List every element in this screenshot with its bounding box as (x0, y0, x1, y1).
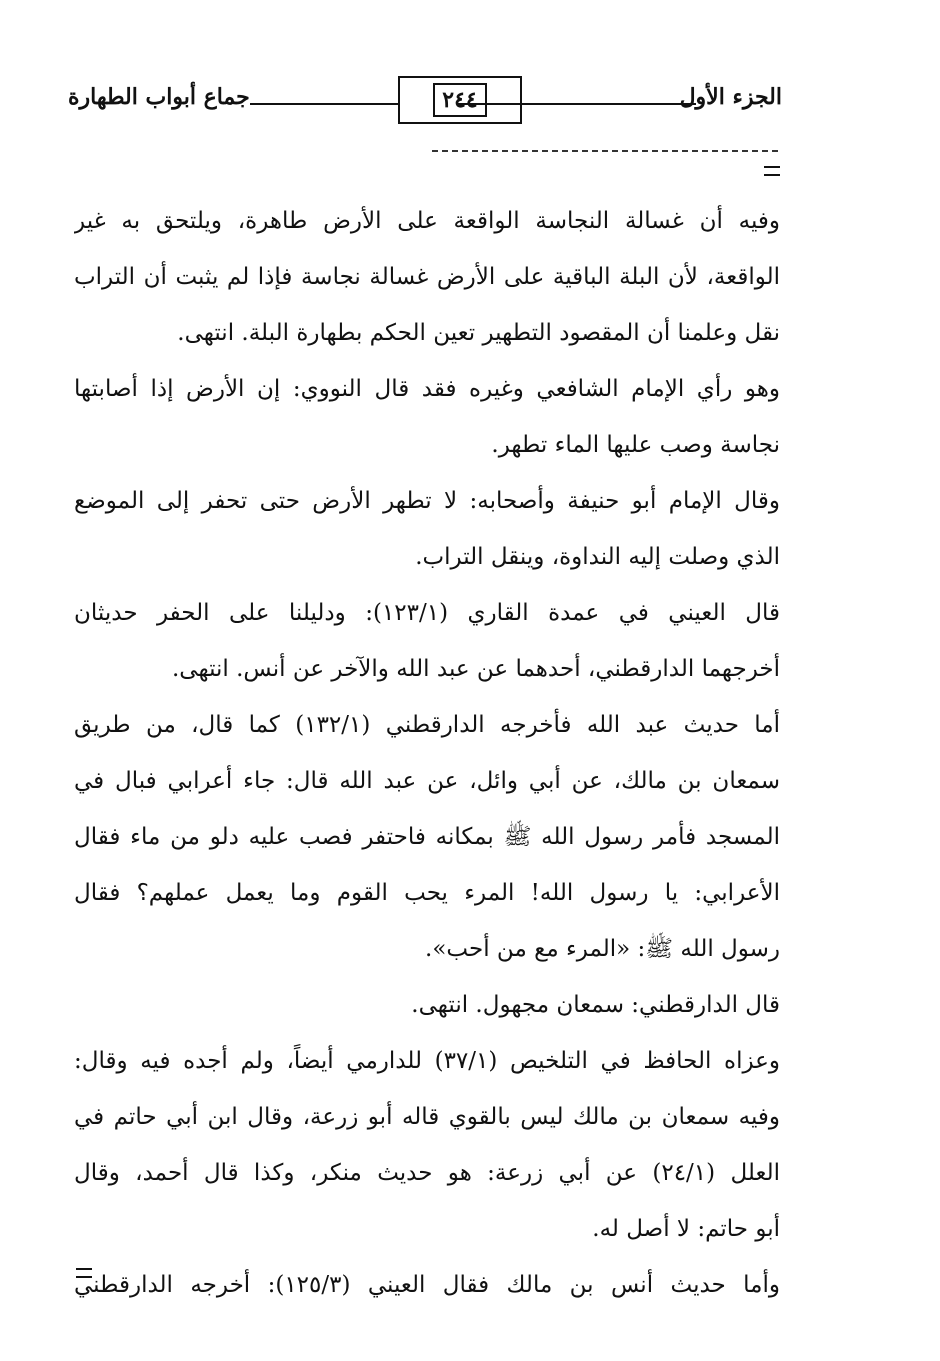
text-line: المسجد فأمر رسول الله ﷺ بمكانه فاحتفر فصب عليه دلو من ماء فقال (74, 824, 780, 850)
text-line: نجاسة وصب عليها الماء تطهر. (491, 432, 780, 458)
text-line: الأعرابي: يا رسول الله! المرء يحب القوم وما يعمل عملهم؟ فقال (74, 880, 780, 906)
chapter-title: جماع أبواب الطهارة (68, 84, 250, 110)
text-line: وأما حديث أنس بن مالك فقال العيني (١٢٥/٣): أخرجه الدارقطني (74, 1272, 780, 1298)
text-line: أما حديث عبد الله فأخرجه الدارقطني (١٣٢/١) كما قال، من طريق (74, 712, 780, 738)
continuation-mark-top (764, 166, 780, 176)
dashed-separator (432, 150, 778, 152)
text-line: الذي وصلت إليه النداوة، وينقل التراب. (415, 544, 780, 570)
text-line: العلل (٢٤/١) عن أبي زرعة: هو حديث منكر، وكذا قال أحمد، وقال (74, 1160, 780, 1186)
text-line: أبو حاتم: لا أصل له. (592, 1216, 780, 1242)
text-line: وفيه أن غسالة النجاسة الواقعة على الأرض طاهرة، ويلتحق به غير (74, 208, 780, 234)
text-line: سمعان بن مالك، عن أبي وائل، عن عبد الله قال: جاء أعرابي فبال في (74, 768, 780, 794)
volume-title: الجزء الأول (679, 84, 782, 110)
text-line: قال العيني في عمدة القاري (١٢٣/١): ودليلنا على الحفر حديثان (74, 600, 780, 626)
header-rule-left (250, 103, 398, 105)
text-line: الواقعة، لأن البلة الباقية على الأرض غسالة نجاسة فإذا لم يثبت أن التراب (74, 264, 780, 290)
text-line: وقال الإمام أبو حنيفة وأصحابه: لا تطهر الأرض حتى تحفر إلى الموضع (74, 488, 780, 514)
continuation-mark-bottom (76, 1268, 92, 1278)
page-number: ٢٤٤ (433, 83, 487, 117)
text-line: أخرجهما الدارقطني، أحدهما عن عبد الله والآخر عن أنس. انتهى. (171, 656, 780, 682)
text-line: رسول الله ﷺ: «المرء مع من أحب». (425, 936, 780, 962)
text-line: قال الدارقطني: سمعان مجهول. انتهى. (411, 992, 780, 1018)
page-number-box (398, 76, 522, 124)
text-line: وعزاه الحافظ في التلخيص (٣٧/١) للدارمي أيضاً، ولم أجده فيه وقال: (74, 1048, 780, 1074)
text-line: وهو رأي الإمام الشافعي وغيره فقد قال النووي: إن الأرض إذا أصابتها (74, 376, 780, 402)
text-line: نقل وعلمنا أن المقصود التطهير تعين الحكم بطهارة البلة. انتهى. (177, 320, 780, 346)
running-header (68, 76, 782, 130)
body-text (74, 193, 780, 1313)
text-line: وفيه سمعان بن مالك ليس بالقوي قاله أبو زرعة، وقال ابن أبي حاتم في (74, 1104, 780, 1130)
